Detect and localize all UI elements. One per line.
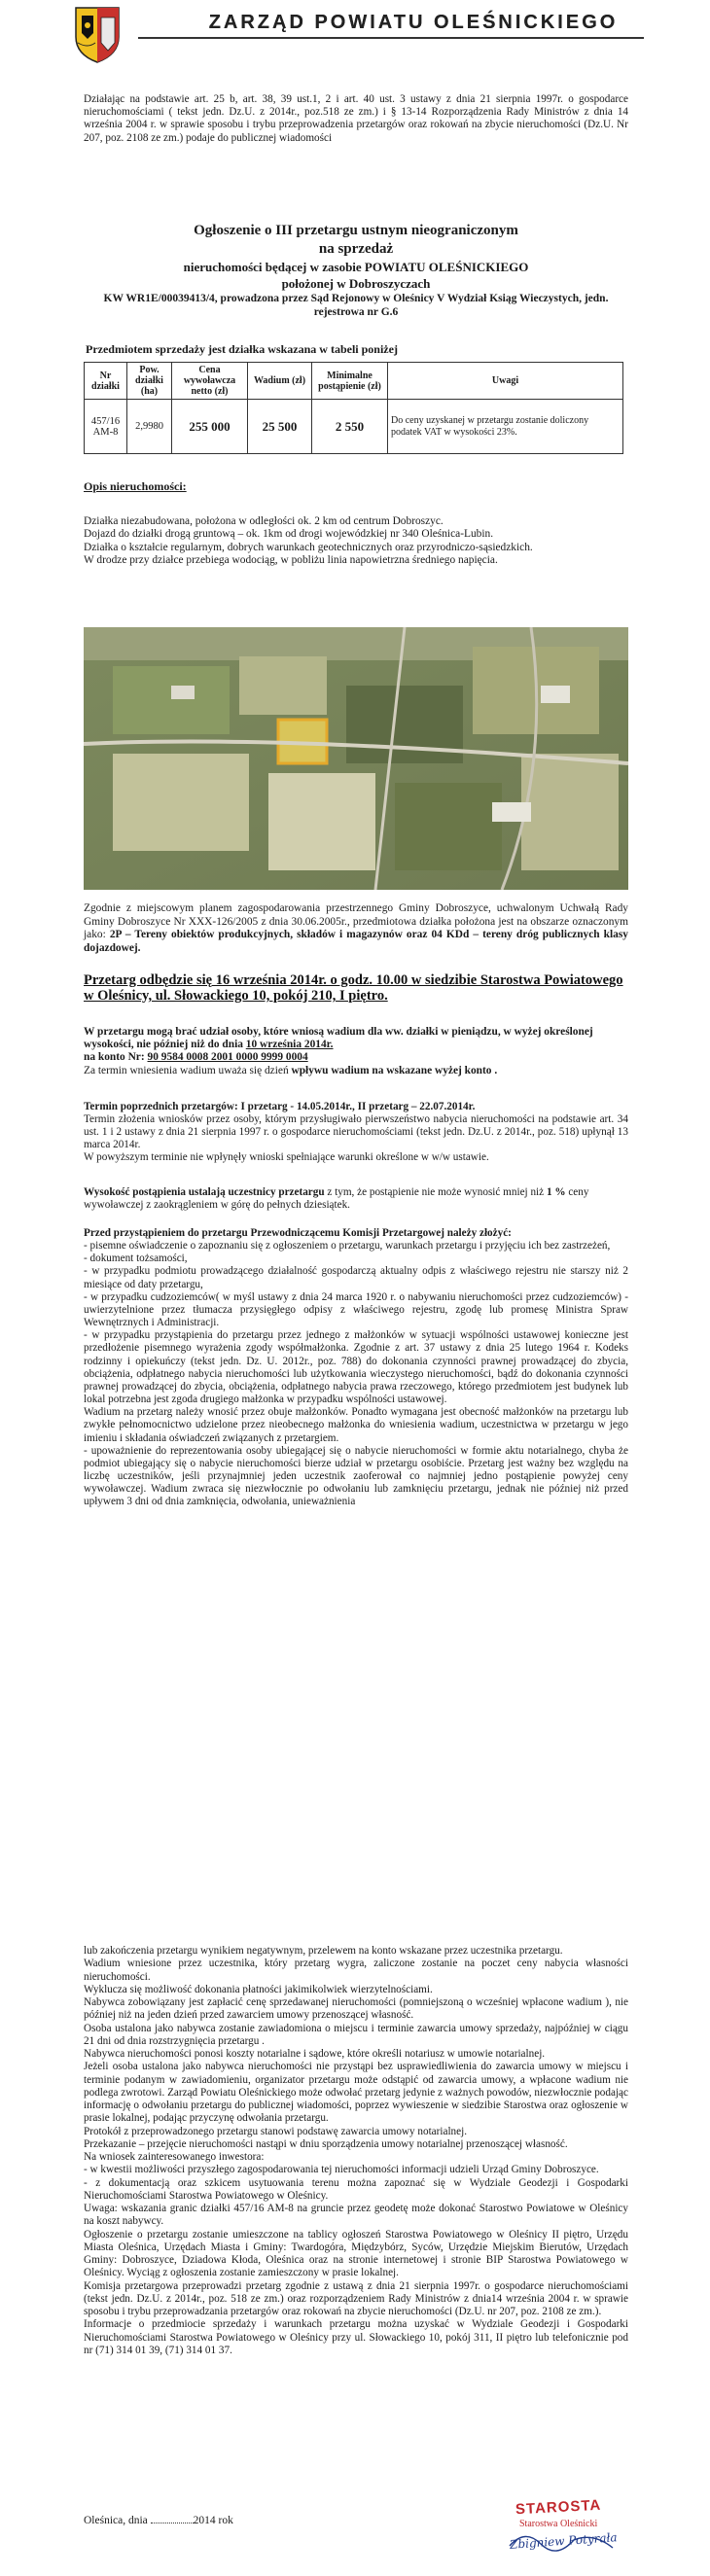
- required-documents: [84, 1227, 628, 1508]
- previous-auctions-paragraph: [84, 1101, 628, 1164]
- priority-text: Termin złożenia wniosków przez osoby, którym przysługiwało pierwszeństwo nabycia nieruchomości na podstawie art. 34 ust. 1 i 2 ustawy z dnia 21 sierpnia 1997 r. o gospodarce nieruchomościami (tekst jedn. Dz.U. z 2014r., poz. 518) upłynął 13 marca 2014r.: [84, 1113, 628, 1150]
- issue-date: [84, 2515, 233, 2526]
- list-item: - z dokumentacją oraz szkicem usytuowania terenu można zapoznać się w Wydziale Geodezji i Gospodarki Nieruchomościami Starostwa Powiatowego w Oleśnicy.: [84, 2176, 628, 2202]
- deposit-deadline: 10 września 2014r.: [245, 1039, 334, 1051]
- plot-table: [84, 362, 623, 454]
- list-item: Nabywca nieruchomości ponosi koszty notarialne i sądowe, które określi notariusz w umowie notarialnej.: [84, 2048, 546, 2060]
- signature-stamp: [506, 2497, 632, 2556]
- cell-notes: Do ceny uzyskanej w przetargu zostanie doliczony podatek VAT w wysokości 23%.: [388, 400, 623, 454]
- coat-of-arms-icon: [72, 4, 123, 64]
- list-item: - w kwestii możliwości przyszłego zagospodarowania tej nieruchomości informacji udzieli Urząd Gminy Dobroszyce.: [84, 2164, 599, 2176]
- participation-text: W przetargu mogą brać udział osoby, które wniosą wadium dla ww. działki w pieniądzu, w wyżej określonej wysokości, nie później niż do dnia: [84, 1026, 593, 1051]
- heading-line-4: położonej w Dobroszyczach: [281, 276, 431, 291]
- bank-account-number: 90 9584 0008 2001 0000 9999 0004: [147, 1051, 308, 1064]
- deposit-date-text: Za termin wniesienia wadium uważa się dzień: [84, 1064, 292, 1076]
- increment-percent: 1 %: [546, 1186, 566, 1198]
- increment-text: z tym, że postąpienie nie może wynosić mniej niż: [324, 1186, 547, 1198]
- cell-price: 255 000: [172, 400, 248, 454]
- col-header-nr: Nr działki: [85, 363, 127, 400]
- zoning-paragraph: [84, 902, 628, 955]
- description-title: Opis nieruchomości:: [84, 479, 187, 493]
- issue-date-prefix: Oleśnica, dnia: [84, 2515, 151, 2526]
- issue-date-year: 2014 rok: [193, 2515, 233, 2526]
- legal-basis-paragraph: Działając na podstawie art. 25 b, art. 38, 39 ust.1, 2 i art. 40 ust. 3 ustawy z dnia 21 sierpnia 1997r. o gospodarce nieruchomościami ( tekst jedn. Dz.U. z 2014r., poz.518 ze zm.) i § 13-14 Rozporządzenia Rady Ministrów z dnia 14 września 2004 r. w sprawie sposobu i trybu przeprowadzenia przetargów oraz rokowań na zbycie nieruchomości (Dz.U. Nr 207, poz. 2108 ze zm.) podaje do publicznej wiadomości: [84, 93, 628, 144]
- aerial-photo: [84, 627, 628, 890]
- heading-line-1: Ogłoszenie o III przetargu ustnym nieograniczonym: [194, 223, 518, 238]
- list-item: - w przypadku cudzoziemców( w myśl ustawy z dnia 24 marca 1920 r. o nabywaniu nieruchomości przez cudzoziemców) - uwierzytelnione przez tłumacza przysięgłego odpisy z właściwego rejestru, zgodę lub promesę Ministra Spraw Wewnętrznych i Administracji.: [84, 1290, 628, 1329]
- col-header-notes: Uwagi: [388, 363, 623, 400]
- cell-nr: 457/16 AM-8: [85, 400, 127, 454]
- table-header-row: [85, 363, 623, 400]
- priority-result: W powyższym terminie nie wpłynęły wnioski spełniające warunki określone w w/w ustawie.: [84, 1151, 489, 1163]
- description-line: W drodze przy działce przebiega wodociąg, w pobliżu linia napowietrzna średniego napięcia.: [84, 554, 498, 567]
- description-line: Działka niezabudowana, położona w odległości ok. 2 km od centrum Dobroszyc.: [84, 515, 444, 527]
- list-item: - upoważnienie do reprezentowania osoby ubiegającej się o nabycie nieruchomości w formie aktu notarialnego, chyba że podmiot ubiegający się o nabycie nieruchomości bierze udział w przetargu osobiście. Przetarg jest ważny bez względu na liczbę uczestników, jeśli przynajmniej jeden uczestnik zaoferował co najmniej jedno postąpienie powyżej ceny wywoławczej. Wadium zwraca się niezwłocznie po odwołaniu lub zamknięciu przetargu, jednak nie później niż przed upływem 3 dni od dnia zamknięcia, odwołania, unieważnienia: [84, 1444, 628, 1508]
- list-item: Osoba ustalona jako nabywca zostanie zawiadomiona o miejscu i terminie zawarcia umowy sprzedaży, najpóźniej w ciągu 21 dni od dnia rozstrzygnięcia przetargu .: [84, 2022, 628, 2047]
- list-item: Protokół z przeprowadzonego przetargu stanowi podstawę zawarcia umowy notarialnej.: [84, 2125, 468, 2137]
- list-item: - w przypadku podmiotu prowadzącego działalność gospodarczą aktualny odpis z właściwego rejestru nie starszy niż 2 miesiące od daty przetargu,: [84, 1265, 628, 1290]
- cell-deposit: 25 500: [248, 400, 312, 454]
- announcement-heading: [84, 222, 628, 319]
- description-body: [84, 515, 628, 568]
- auction-conditions: [84, 1945, 628, 2357]
- list-item: Uwaga: wskazania granic działki 457/16 AM-8 na gruncie przez geodetę może dokonać Starostwo Powiatowe w Oleśnicy na koszt nabywcy.: [84, 2203, 628, 2228]
- list-item: lub zakończenia przetargu wynikiem negatywnym, przelewem na konto wskazane przez uczestnika przetargu.: [84, 1945, 563, 1957]
- auction-date-location: Przetarg odbędzie się 16 września 2014r. o godz. 10.00 w siedzibie Starostwa Powiatowego w Oleśnicy, ul. Słowackiego 10, pokój 210, I piętro.: [84, 972, 623, 1004]
- account-label: na konto Nr:: [84, 1051, 148, 1064]
- list-item: Wadium na przetarg należy wnosić przez obuje małżonków. Ponadto wymagana jest obecność małżonków na przetargu lub zwykłe pełnomocnictwo udzielone przez nieobecnego małżonka do wniesienia wadium, uczestnictwa w przetargu w jego imieniu i składania oświadczeń związanych z przetargiem.: [84, 1406, 628, 1444]
- list-item: - w przypadku przystąpienia do przetargu przez jednego z małżonków w sytuacji wspólności ustawowej konieczne jest przedłożenie pisemnego wyrażenia zgody współmałżonka. Zgodnie z art. 37 ustawy z dnia 25 lutego 1964 r. Kodeks rodzinny i opiekuńczy (tekst jedn. Dz. U. 2012r., poz. 788) do dokonania czynności prawnej prowadzącej do zbycia, obciążenia, odpłatnego nabycia nieruchomości lub użytkowania wieczystego nieruchomości, bądź do dokonania czynności prawnej prowadzącej do zbycia, obciążenia, odpłatnego nabycia prawa rzeczowego, którego przedmiotem jest budynek lub lokal potrzebna jest zgoda drugiego małżonka w przypadku wspólności ustawowej.: [84, 1329, 628, 1406]
- list-item: Wyklucza się możliwość dokonania płatności jakimikolwiek wierzytelnościami.: [84, 1983, 433, 1995]
- list-item: Wadium wniesione przez uczestnika, który przetarg wygra, zaliczone zostanie na poczet ceny nabycia własności nieruchomości.: [84, 1958, 628, 1983]
- col-header-increment: Minimalne postąpienie (zł): [312, 363, 388, 400]
- increment-paragraph: [84, 1186, 628, 1212]
- description-line: Działka o kształcie regularnym, dobrych warunkach geotechnicznych oraz przyrodniczo-sąsiedzkich.: [84, 541, 533, 553]
- list-item: Informacje o przedmiocie sprzedaży i warunkach przetargu można uzyskać w Wydziale Geodezji i Gospodarki Nieruchomościami Starostwa Powiatowego w Oleśnicy przy ul. Słowackiego 10, pokój 311, II piętro lub telefonicznie pod nr (71) 314 01 39, (71) 314 01 37.: [84, 2318, 628, 2356]
- col-header-price: Cena wywoławcza netto (zł): [172, 363, 248, 400]
- heading-line-2: na sprzedaż: [318, 241, 394, 257]
- stamp-subtitle: Starostwa Oleśnicki: [519, 2519, 598, 2529]
- cell-area: 2,9980: [127, 400, 172, 454]
- letterhead: [60, 0, 648, 66]
- signature-scribble-icon: [506, 2526, 632, 2556]
- heading-line-5: KW WR1E/00039413/4, prowadzona przez Sąd Rejonowy w Oleśnicy V Wydział Ksiąg Wieczystych, jedn. rejestrowa nr G.6: [103, 293, 609, 318]
- col-header-deposit: Wadium (zł): [248, 363, 312, 400]
- required-documents-title: Przed przystąpieniem do przetargu Przewodniczącemu Komisji Przetargowej należy złożyć:: [84, 1227, 512, 1239]
- description-line: Dojazd do działki drogą gruntową – ok. 1km od drogi wojewódzkiej nr 340 Oleśnica-Lubin.: [84, 528, 494, 541]
- stamp-title: STAROSTA: [515, 2496, 602, 2519]
- increment-title: Wysokość postąpienia ustalają uczestnicy przetargu: [84, 1186, 325, 1198]
- table-row: [85, 400, 623, 454]
- sale-subject: Przedmiotem sprzedaży jest działka wskazana w tabeli poniżej: [86, 342, 398, 356]
- zoning-designation: 2P – Tereny obiektów produkcyjnych, składów i magazynów oraz 04 KDd – tereny dróg publicznych klasy dojazdowej.: [84, 929, 628, 954]
- heading-line-3: nieruchomości będącej w zasobie POWIATU OLEŚNICKIEGO: [183, 260, 529, 274]
- deposit-date-rule: wpływu wadium na wskazane wyżej konto .: [291, 1064, 498, 1076]
- header-rule: [138, 37, 644, 39]
- list-item: - pisemne oświadczenie o zapoznaniu się z ogłoszeniem o przetargu, warunkach przetargu i przyjęciu ich bez zastrzeżeń,: [84, 1240, 611, 1253]
- list-item: - dokument tożsamości,: [84, 1253, 188, 1265]
- office-title: ZARZĄD POWIATU OLEŚNICKIEGO: [208, 12, 619, 33]
- list-item: Ogłoszenie o przetargu zostanie umieszczone na tablicy ogłoszeń Starostwa Powiatowego w Oleśnicy II piętro, Urzędu Miasta Oleśnica, Urzędach Miasta i Gminy: Twardogóra, Międzybórz, Syców, Urzędzie Miejskim Bierutów, Urzędach Gminy: Dobroszyce, Dziadowa Kłoda, Oleśnica oraz na stronie internetowej i stronie BIP Starostwa Powiatowego w Oleśnicy. Wyciąg z ogłoszenia zostanie zamieszczony w prasie lokalnej.: [84, 2228, 628, 2279]
- participation-paragraph: [84, 1026, 628, 1077]
- zoning-text: Zgodnie z miejscowym planem zagospodarowania przestrzennego Gminy Dobroszyce, uchwalonym Uchwałą Rady Gminy Dobroszyce Nr XXX-126/2005 z dnia 30.06.2005r., przedmiotowa działka położona jest na obszarze oznaczonym jako:: [84, 902, 628, 941]
- signature-name: Zbigniew Potyrała: [509, 2530, 619, 2552]
- list-item: Komisja przetargowa przeprowadzi przetarg zgodnie z ustawą z dnia 21 sierpnia 1997r. o gospodarce nieruchomościami (tekst jedn. Dz.U. z 2014r., poz. 518 ze zm.) oraz rozporządzeniem Rady Ministrów z dnia14 września 2004 r. w sprawie sposobu i trybu przeprowadzania przetargów oraz rokowań na zbycie nieruchomości (Dz.U. nr 207, poz. 2108 ze zm.).: [84, 2279, 628, 2317]
- cell-increment: 2 550: [312, 400, 388, 454]
- list-item: Przekazanie – przejęcie nieruchomości nastąpi w dniu sporządzenia umowy notarialnej przenoszącej własność.: [84, 2137, 568, 2150]
- previous-auctions-title: Termin poprzednich przetargów: I przetarg - 14.05.2014r., II przetarg – 22.07.2014r.: [84, 1101, 476, 1112]
- list-item: Na wniosek zainteresowanego inwestora:: [84, 2151, 265, 2163]
- list-item: Nabywca zobowiązany jest zapłacić cenę sprzedawanej nieruchomości (pomniejszoną o wcześniej wpłacone wadium ), nie później niż na jeden dzień przed zawarciem umowy przenoszącej własność.: [84, 1996, 628, 2022]
- list-item: Jeżeli osoba ustalona jako nabywca nieruchomości nie przystąpi bez usprawiedliwienia do zawarcia umowy w miejscu i terminie podanym w zawiadomieniu, organizator przetargu może odstąpić od zawarcia umowy, a wpłacone wadium nie podlega zwrotowi. Zarząd Powiatu Oleśnickiego może odwołać przetarg jedynie z ważnych powodów, niezwłocznie podając informację o odwołaniu przetargu do publicznej wiadomości, poprzez wywieszenie w siedzibie Starostwa oraz ogłoszenie w prasie lokalnej, podając przyczynę odwołania przetargu.: [84, 2061, 628, 2125]
- increment-rest: ceny wywoławczej z zaokrągleniem w górę do pełnych dziesiątek.: [84, 1186, 589, 1211]
- col-header-area: Pow. działki (ha): [127, 363, 172, 400]
